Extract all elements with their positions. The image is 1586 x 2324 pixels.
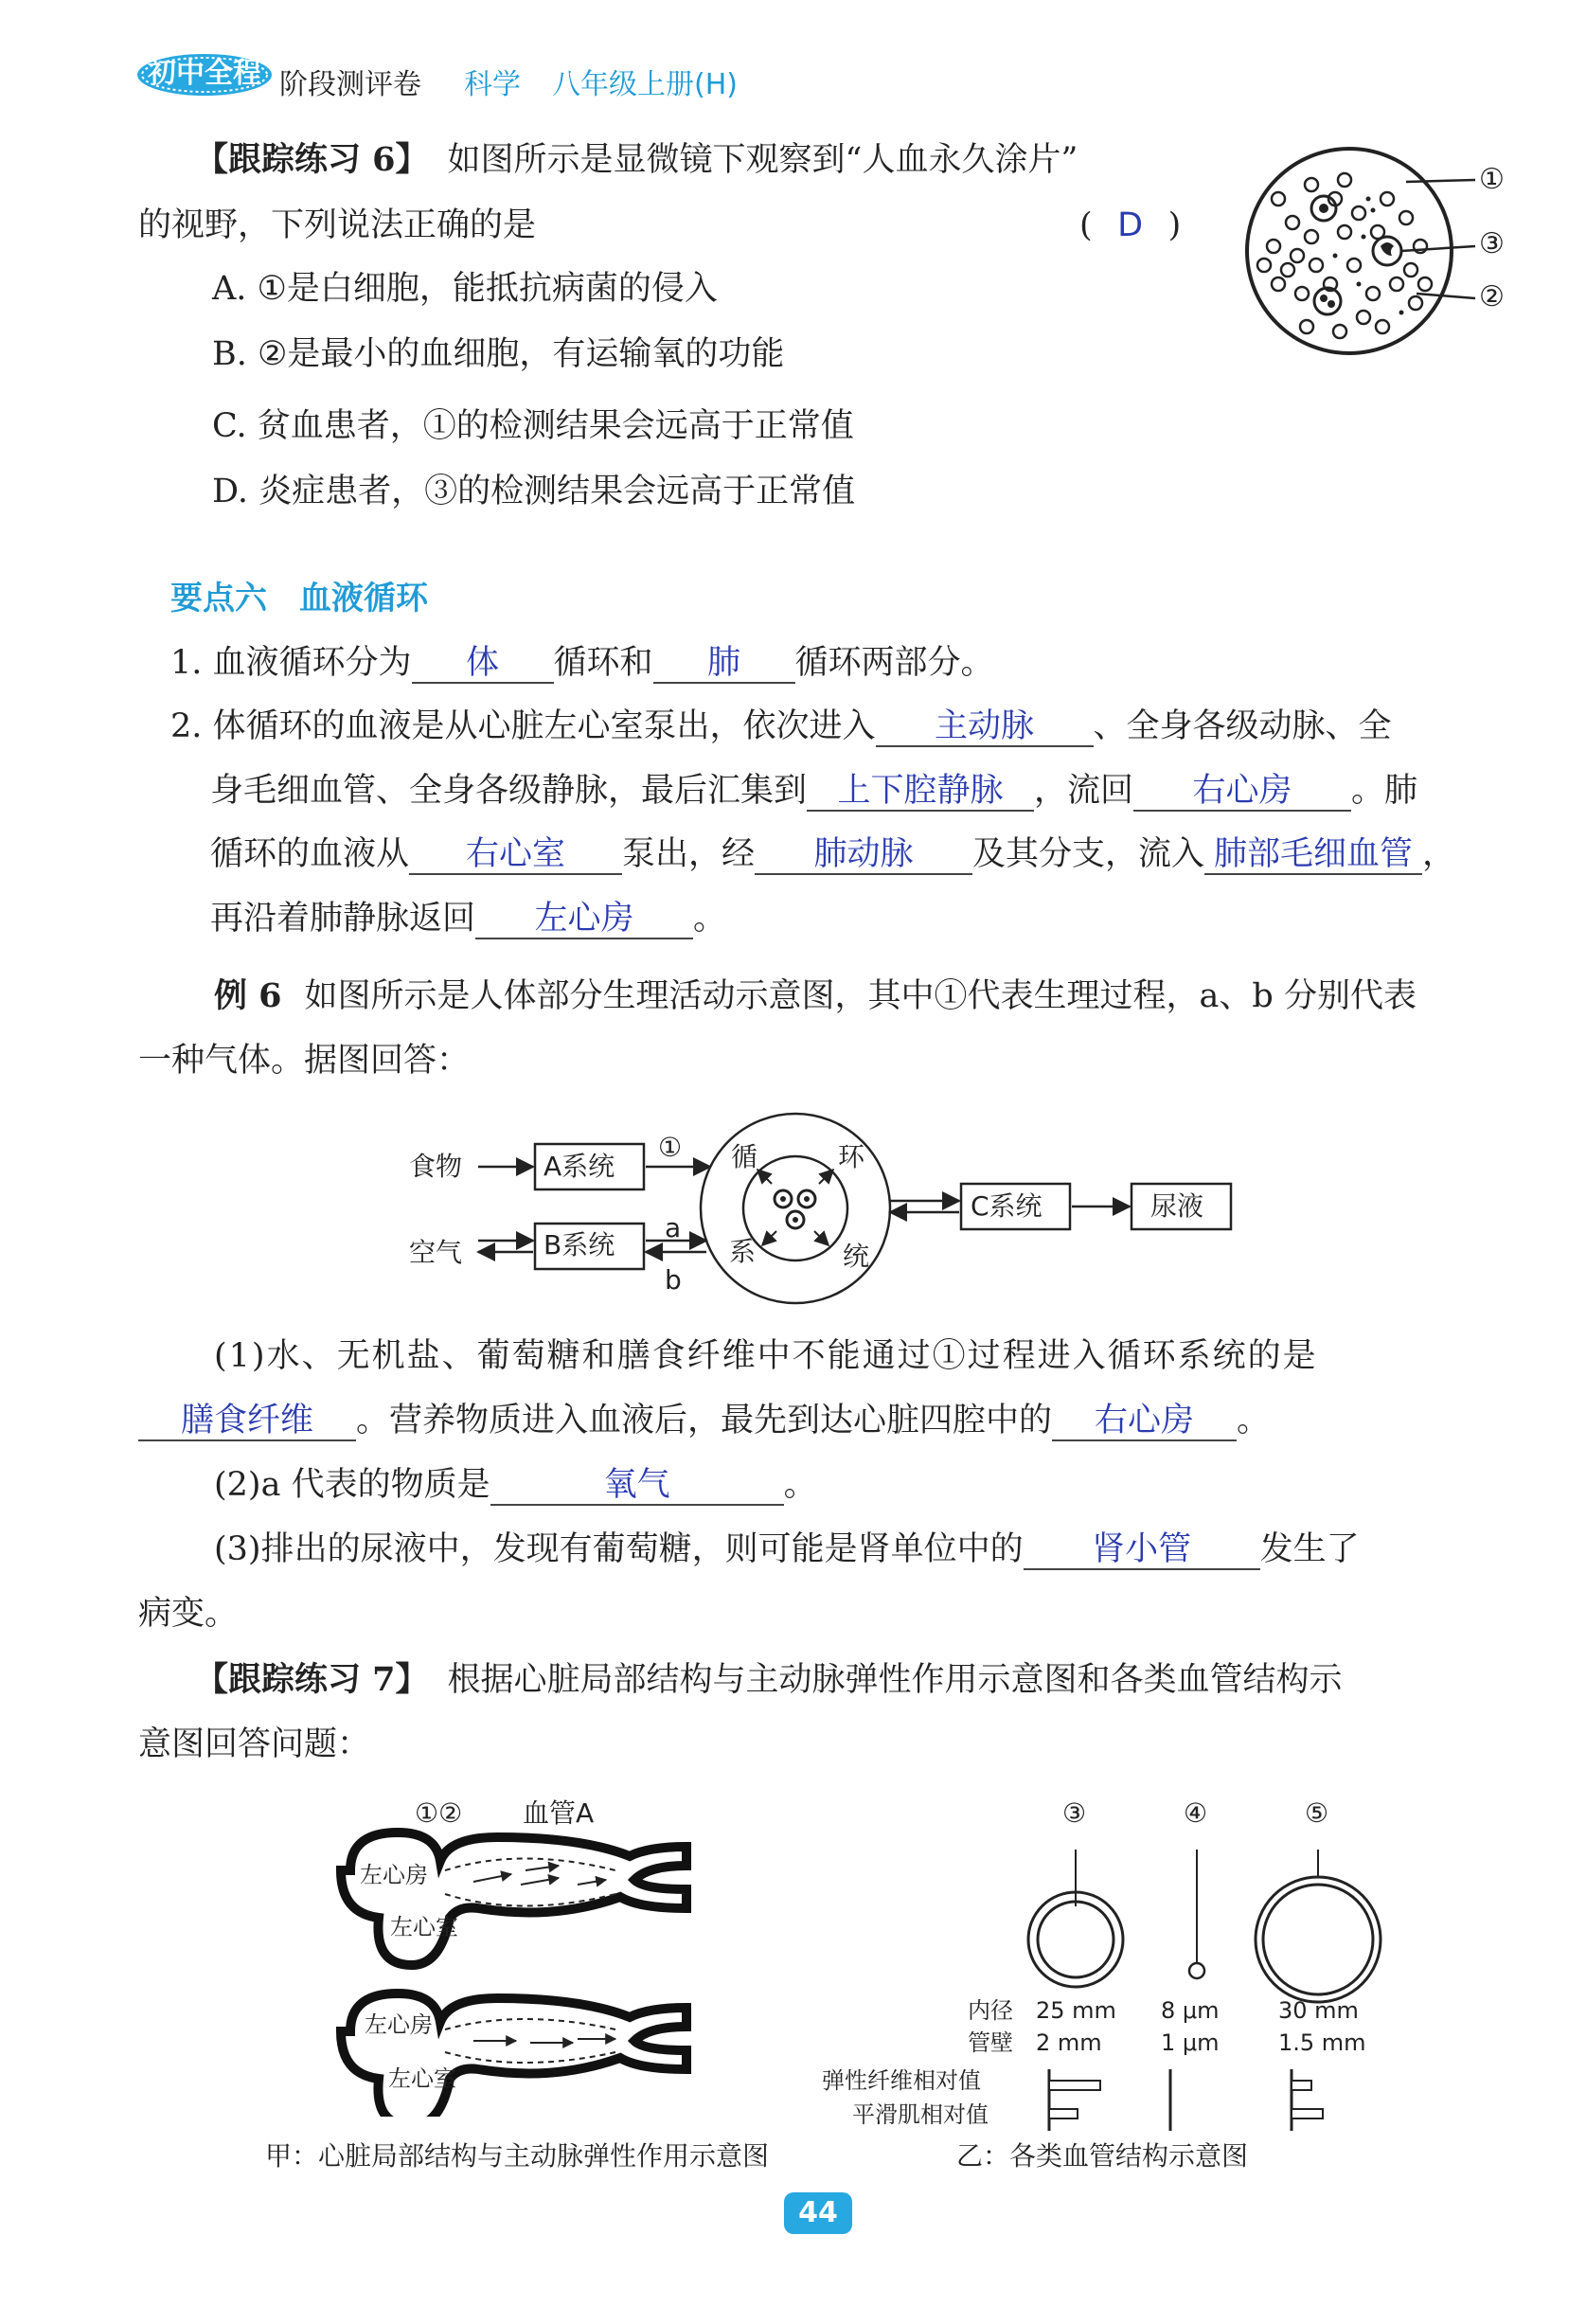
fig-jia-left-atrium-top: 左心房 [360, 1862, 428, 1888]
q2-blank-lung-capillaries: 肺部毛细血管 [1204, 835, 1422, 875]
diagram-food: 食物 [409, 1151, 463, 1182]
q2-blank-vena-cava: 上下腔静脉 [807, 772, 1034, 812]
section6-q1: 1. 血液循环分为 体 循环和 肺 循环两部分。 [170, 644, 994, 682]
section6-q2-line2: 身毛细血管、全身各级静脉，最后汇集到 上下腔静脉 ，流回 右心房 。肺 [210, 772, 1418, 810]
practice6-label: 【跟踪练习 6】 [195, 140, 429, 179]
practice6-stem-line2: 的视野，下列说法正确的是 [138, 206, 537, 244]
diagram-ring-2: 环 [838, 1141, 865, 1172]
diagram-system-c: C系统 [971, 1190, 1042, 1222]
example6-label: 例 6 [214, 976, 282, 1015]
example6-q1-line2: 膳食纤维 。营养物质进入血液后，最先到达心脏四腔中的 右心房 。 [138, 1400, 1270, 1441]
fig-jia-vessel-a: 血管A [523, 1797, 595, 1829]
example6-stem-line1: 例 6 如图所示是人体部分生理活动示意图，其中①代表生理过程，a、b 分别代表 [214, 976, 1417, 1015]
physiology-diagram [398, 1099, 1250, 1316]
smooth-muscle-bar [1049, 2109, 1078, 2118]
fig-yi-inner-4: 8 μm [1161, 1997, 1220, 2024]
header-logo [135, 52, 274, 98]
heart-aorta-figure [322, 1804, 739, 2117]
practice6-answer-bracket: ( D ) [1079, 206, 1182, 244]
practice7-stem-line1: 【跟踪练习 7】 根据心脏局部结构与主动脉弹性作用示意图和各类血管结构示 [195, 1660, 1343, 1699]
example6-q3-line1: (3)排出的尿液中，发现有葡萄糖，则可能是肾单位中的 肾小管 发生了 [214, 1530, 1360, 1568]
example6-stem-line2: 一种气体。据图回答： [138, 1042, 471, 1080]
section6-q2-line1: 2. 体循环的血液是从心脏左心室泵出，依次进入 主动脉 、全身各级动脉、全 [170, 707, 1392, 745]
diagram-system-b: B系统 [544, 1229, 615, 1260]
q2-blank-oxygen: 氧气 [490, 1466, 784, 1506]
q2-blank-left-atrium: 左心房 [475, 900, 693, 939]
q2-blank-pulmonary-artery: 肺动脉 [755, 835, 972, 875]
fig-yi-row-inner: 内径 [968, 1997, 1013, 2024]
section6-q2-line3: 循环的血液从 右心室 泵出，经 肺动脉 及其分支，流入 肺部毛细血管 ， [210, 835, 1456, 873]
fig-yi-row-wall: 管壁 [968, 2029, 1013, 2056]
fig-yi-wall-4: 1 μm [1161, 2029, 1220, 2056]
section6-title: 要点六 血液循环 [170, 580, 428, 617]
practice6-option-c: C. 贫血患者，①的检测结果会远高于正常值 [212, 407, 854, 445]
practice7-label: 【跟踪练习 7】 [195, 1660, 429, 1699]
practice6-option-b: B. ②是最小的血细胞，有运输氧的功能 [212, 335, 785, 373]
logo-text: 初中全程 [148, 57, 261, 90]
smooth-muscle-bar [1292, 2109, 1323, 2118]
diagram-urine: 尿液 [1150, 1190, 1204, 1222]
diagram-ring-1: 循 [731, 1141, 758, 1172]
diagram-air: 空气 [409, 1237, 463, 1268]
diagram-ring-4: 统 [843, 1241, 870, 1272]
elastic-fiber-bar [1049, 2081, 1100, 2090]
smear-label-2: ② [1479, 280, 1505, 313]
header-book-title: 阶段测评卷 [279, 68, 421, 101]
q2-blank-right-ventricle: 右心室 [409, 835, 622, 875]
diagram-ring-3: 系 [729, 1236, 757, 1267]
fig-yi-wall-3: 2 mm [1036, 2029, 1102, 2056]
q3-blank-renal-tubule: 肾小管 [1024, 1530, 1260, 1570]
q1-blank-right-atrium: 右心房 [1052, 1402, 1237, 1441]
diagram-process-1: ① [658, 1132, 683, 1163]
fig-yi-num-5: ⑤ [1305, 1797, 1329, 1829]
diagram-gas-a: a [665, 1212, 682, 1243]
example6-q3-line2: 病变。 [138, 1595, 239, 1633]
practice7-stem-line2: 意图回答问题： [138, 1725, 371, 1763]
diagram-system-a: A系统 [544, 1151, 615, 1182]
q2-blank-right-atrium: 右心房 [1133, 772, 1351, 812]
smear-label-1: ① [1479, 163, 1505, 196]
example6-q2: (2)a 代表的物质是 氧气 。 [214, 1466, 817, 1504]
practice6-stem-line1: 【跟踪练习 6】 如图所示是显微镜下观察到“人血永久涂片” [195, 140, 1078, 179]
practice6-option-a: A. ①是白细胞，能抵抗病菌的侵入 [212, 270, 718, 308]
q2-blank-aorta: 主动脉 [876, 707, 1094, 747]
page-number: 44 [798, 2196, 838, 2229]
fig-yi-inner-3: 25 mm [1036, 1997, 1116, 2024]
vessel-structure-figure [1023, 1804, 1401, 2136]
blood-smear-figure [1221, 142, 1506, 360]
diagram-gas-b: b [665, 1264, 682, 1296]
header-grade: 八年级上册(H) [552, 68, 738, 101]
fig-jia-left-ventricle-bottom: 左心室 [388, 2065, 456, 2092]
q1-blank-fiber: 膳食纤维 [138, 1402, 356, 1441]
fig-jia-left-atrium-bottom: 左心房 [365, 2011, 433, 2038]
header-subject: 科学 [464, 68, 521, 101]
fig-yi-inner-5: 30 mm [1278, 1997, 1359, 2024]
example6-q1-line1: (1)水、无机盐、葡萄糖和膳食纤维中不能通过①过程进入循环系统的是 [214, 1337, 1318, 1375]
fig-yi-elastic-label: 弹性纤维相对值 [822, 2067, 981, 2094]
fig-jia-left-ventricle-top: 左心室 [390, 1914, 458, 1940]
section6-q2-line4: 再沿着肺静脉返回 左心房 。 [210, 900, 727, 938]
elastic-fiber-bar [1292, 2081, 1311, 2090]
fig-yi-num-3: ③ [1062, 1797, 1087, 1829]
practice6-answer: D [1117, 206, 1144, 244]
practice6-option-d: D. 炎症患者，③的检测结果会远高于正常值 [212, 473, 856, 510]
fig-yi-caption: 乙：各类血管结构示意图 [956, 2140, 1249, 2172]
q1-blank-pulmonary: 肺 [653, 644, 795, 684]
q1-blank-systemic: 体 [412, 644, 554, 684]
fig-jia-marks: ①② [415, 1797, 463, 1829]
smear-label-3: ③ [1479, 227, 1505, 260]
fig-yi-num-4: ④ [1184, 1797, 1208, 1829]
fig-yi-smooth-label: 平滑肌相对值 [852, 2101, 989, 2128]
fig-yi-wall-5: 1.5 mm [1278, 2029, 1366, 2056]
fig-jia-caption: 甲：心脏局部结构与主动脉弹性作用示意图 [265, 2140, 770, 2172]
